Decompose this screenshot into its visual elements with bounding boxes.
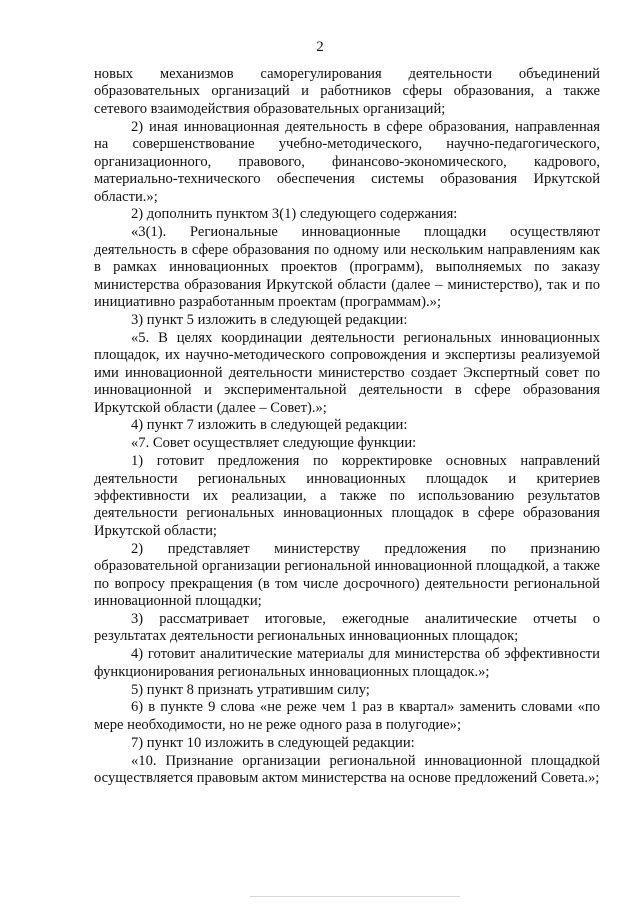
paragraph-amend-3-1: 2) дополнить пунктом 3(1) следующего содержания: <box>131 206 458 223</box>
paragraph-amend-7: 4) пункт 7 изложить в следующей редакции: <box>131 417 408 434</box>
scan-edge-divider <box>250 896 460 897</box>
paragraph-item-2-innovation: 2) иная инновационная деятельность в сфере образования, направленная на совершенствование учебно-методического, научно-педагогического, организационного, правового, финансово-экономического, кадрового, материально-технического обеспечения системы образования Иркутской области.»; <box>94 118 600 205</box>
paragraph-function-3: 3) рассматривает итоговые, ежегодные аналитические отчеты о результатах деятельности региональных инновационных площадок; <box>94 610 600 645</box>
paragraph-clause-5: «5. В целях координации деятельности региональных инновационных площадок, их научно-методического сопровождения и экспертизы реализуемой ими инновационной деятельности министерство создает Экспертный совет по инновационной и экспериментальной деятельности в сфере образования Иркутской области (далее – Совет).»; <box>94 329 600 416</box>
paragraph-clause-3-1: «3(1). Региональные инновационные площадки осуществляют деятельность в сфере образования по одному или нескольким направлениям как в рамках инновационных проектов (программ), выполняемых по заказу министерства образования Иркутской области (далее – министерство), так и по инициативно разработанным проектам (программам).»; <box>94 224 600 311</box>
paragraph-amend-5: 3) пункт 5 изложить в следующей редакции: <box>131 311 408 328</box>
paragraph-function-1: 1) готовит предложения по корректировке основных направлений деятельности региональных инновационных площадок и критериев эффективности их реализации, а также по использованию результатов деятельности региональных инновационных площадок в сфере образования Иркутской области; <box>94 453 600 539</box>
paragraph-clause-7: «7. Совет осуществляет следующие функции: <box>131 435 417 452</box>
paragraph-amend-9: 6) в пункте 9 слова «не реже чем 1 раз в квартал» заменить словами «по мере необходимости, но не реже одного раза в полугодие»; <box>94 699 600 733</box>
document-body <box>94 66 600 788</box>
paragraph-clause-10: «10. Признание организации региональной инновационной площадкой осуществляется правовым актом министерства на основе предложений Совета.»; <box>94 752 600 786</box>
paragraph-function-2: 2) представляет министерству предложения по признанию образовательной организации региональной инновационной площадкой, а также по вопросу прекращения (в том числе досрочного) деятельности региональной инновационной площадки; <box>94 540 600 610</box>
paragraph-function-4: 4) готовит аналитические материалы для министерства об эффективности функционирования региональных инновационных площадок.»; <box>94 646 600 680</box>
paragraph-continuation: новых механизмов саморегулирования деятельности объединений образовательных организаций и работников сферы образования, а также сетевого взаимодействия образовательных организаций; <box>94 66 600 117</box>
page-number: 2 <box>316 39 324 55</box>
paragraph-amend-10: 7) пункт 10 изложить в следующей редакции: <box>131 734 415 751</box>
paragraph-amend-8: 5) пункт 8 признать утратившим силу; <box>131 681 370 698</box>
